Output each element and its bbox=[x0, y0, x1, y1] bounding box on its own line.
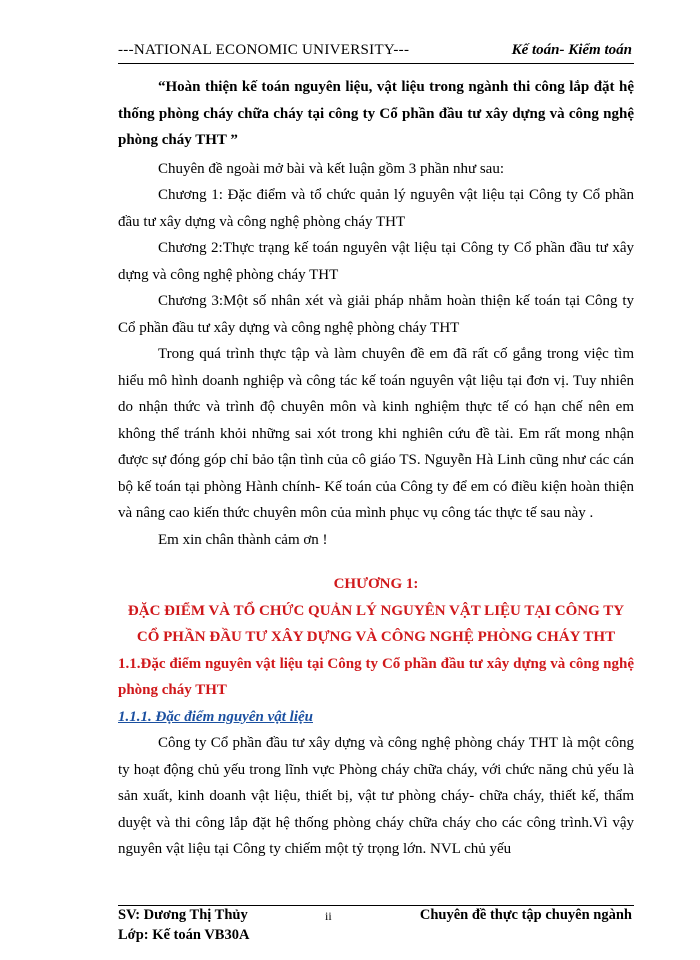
chapter-title: ĐẶC ĐIỂM VÀ TỔ CHỨC QUẢN LÝ NGUYÊN VẬT LIỆU TẠI CÔNG TY CỔ PHẦN ĐẦU TƯ XÂY DỰNG VÀ CÔNG NGHỆ PHÒNG CHÁY THT bbox=[127, 602, 625, 645]
page-header bbox=[118, 38, 634, 62]
document-body bbox=[118, 74, 634, 863]
section-heading: 1.1.Đặc điểm nguyên vật liệu tại Công ty Cổ phần đầu tư xây dựng và công nghệ phòng cháy THT bbox=[118, 655, 634, 698]
footer-student: SV: Dương Thị Thủy bbox=[118, 907, 248, 923]
footer-rule bbox=[118, 905, 634, 906]
chapter-3-summary: Chương 3:Một số nhân xét và giải pháp nhằm hoàn thiện kế toán tại Công ty Cổ phần đầu tư xây dựng và công nghệ phòng cháy THT bbox=[118, 293, 634, 336]
section-body-text: Công ty Cổ phần đầu tư xây dựng và công nghệ phòng cháy THT là một công ty hoạt động chủ yếu trong lĩnh vực Phòng cháy chữa cháy, với chức năng chủ yếu là sản xuất, kinh doanh vật liệu, thiết bị, vật tư phòng cháy- chữa cháy, thiết kế, thẩm duyệt và thi công lắp đặt hệ thống phòng cháy chữa cháy cho các công trình.Vì vậy nguyên vật liệu tại Công ty chiếm một tỷ trọng lớn. NVL chủ yếu bbox=[118, 735, 634, 857]
header-university: ---NATIONAL ECONOMIC UNIVERSITY--- bbox=[118, 42, 410, 58]
chapter-number: CHƯƠNG 1: bbox=[333, 576, 419, 592]
footer-report-type: Chuyên đề thực tập chuyên ngành bbox=[419, 907, 632, 923]
header-department: Kế toán- Kiểm toán bbox=[511, 42, 632, 58]
page-number: ii bbox=[325, 909, 332, 923]
page-footer bbox=[118, 907, 634, 951]
thesis-title: “Hoàn thiện kế toán nguyên liệu, vật liệu trong ngành thi công lắp đặt hệ thống phòng cháy chữa cháy tại công ty Cổ phần đầu tư xây dựng và công nghệ phòng cháy THT ” bbox=[118, 79, 634, 148]
structure-lead: Chuyên đề ngoài mở bài và kết luận gồm 3 phần như sau: bbox=[158, 160, 504, 177]
footer-class: Lớp: Kế toán VB30A bbox=[118, 927, 250, 943]
acknowledgement-paragraph: Trong quá trình thực tập và làm chuyên đề em đã rất cố gắng trong việc tìm hiểu mô hình doanh nghiệp và công tác kế toán nguyên vật liệu tại đơn vị. Tuy nhiên do nhận thức và trình độ chuyên môn và kinh nghiệm thực tế có hạn chế nên em không thể tránh khỏi những sai xót trong khi nghiên cứu đề tài. Em rất mong nhận được sự đóng góp chỉ bảo tận tình của cô giáo TS. Nguyễn Hà Linh cũng như các cán bộ kế toán tại phòng Hành chính- Kế toán của Công ty để em có điều kiện hoàn thiện và nâng cao kiến thức chuyên môn của mình phục vụ công tác thực tế sau này . bbox=[118, 346, 634, 521]
thanks-line: Em xin chân thành cảm ơn ! bbox=[158, 531, 328, 548]
header-rule bbox=[118, 63, 634, 64]
chapter-2-summary: Chương 2:Thực trạng kế toán nguyên vật liệu tại Công ty Cổ phần đầu tư xây dựng và công nghệ phòng cháy THT bbox=[118, 240, 634, 283]
chapter-1-summary: Chương 1: Đặc điểm và tổ chức quản lý nguyên vật liệu tại Công ty Cổ phần đầu tư xây dựng và công nghệ phòng cháy THT bbox=[118, 187, 634, 230]
subsection-heading: 1.1.1. Đặc điểm nguyên vật liệu bbox=[118, 708, 313, 725]
